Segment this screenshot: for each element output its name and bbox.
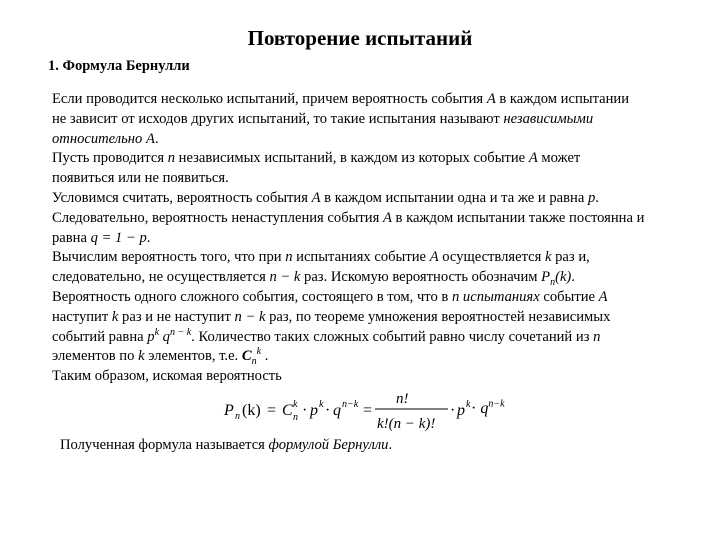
formula-k: (k) xyxy=(242,402,261,419)
formula-dot: · xyxy=(302,402,308,419)
paragraph-line: Вероятность одного сложного события, состоящего в том, что в n испытаниях событие А xyxy=(52,288,608,305)
formula-p-exp: k xyxy=(466,399,471,410)
formula-C-sup: k xyxy=(293,399,298,410)
paragraph-line: Вычислим вероятность того, что при n испытаниях событие А осуществляется k раз и, xyxy=(52,249,590,266)
paragraph-line: Таким образом, искомая вероятность xyxy=(52,368,282,385)
paragraph-line: появиться или не появиться. xyxy=(52,170,229,187)
paragraph-line: элементов по k элементов, т.е. $C_n^k$ . xyxy=(52,346,269,368)
formula-equals: = xyxy=(267,402,277,419)
paragraph-line: Если проводится несколько испытаний, причем вероятность события А в каждом испытании xyxy=(52,91,630,107)
paragraph-line: Следовательно, вероятность ненаступления события А в каждом испытании также постоянна и xyxy=(52,209,645,226)
section-heading: 1. Формула Бернулли xyxy=(48,58,190,74)
formula-dot: · xyxy=(450,402,456,419)
formula-C-sub: n xyxy=(293,412,298,423)
paragraph-line: Пусть проводится n независимых испытаний, в каждом из которых событие А может xyxy=(52,150,581,167)
formula-C: C xyxy=(282,402,293,419)
paragraph-line: не зависит от исходов других испытаний, то такие испытания называют независимыми xyxy=(52,110,594,127)
formula-p: p xyxy=(457,402,465,419)
formula-P: P xyxy=(224,402,234,419)
body-text xyxy=(52,90,712,387)
conclusion-text: Полученная формула называется формулой Бернулли. xyxy=(60,437,393,453)
bernoulli-formula xyxy=(222,385,482,435)
formula-dot: · xyxy=(325,402,331,419)
formula-denominator: k!(n − k)! xyxy=(377,416,436,432)
paragraph-line: равна q = 1 − p. xyxy=(52,229,151,246)
formula-q-exp: n−k xyxy=(342,399,359,410)
formula-numerator: n! xyxy=(396,391,409,407)
formula-q: q xyxy=(333,402,341,419)
page-title: Повторение испытаний xyxy=(247,26,473,50)
formula-n-sub: n xyxy=(235,411,240,422)
formula-equals: = xyxy=(363,402,373,419)
paragraph-line: наступит k раз и не наступит n − k раз, по теореме умножения вероятностей независимых xyxy=(52,308,611,325)
paragraph-line: относительно А. xyxy=(52,130,159,147)
formula-tail: · $q^{n-k}$ xyxy=(471,398,505,417)
formula-p-exp: k xyxy=(319,399,324,410)
paragraph-line: следовательно, не осуществляется n − k раз. Искомую вероятность обозначим $P_n(k)$. xyxy=(52,269,575,289)
paragraph-line: событий равна $p^k$ $q^{n - k}$. Количество таких сложных событий равно числу сочетаний из n xyxy=(52,326,601,345)
paragraph-line: Условимся считать, вероятность события А в каждом испытании одна и та же и равна p. xyxy=(52,189,599,206)
formula-p: p xyxy=(310,402,318,419)
